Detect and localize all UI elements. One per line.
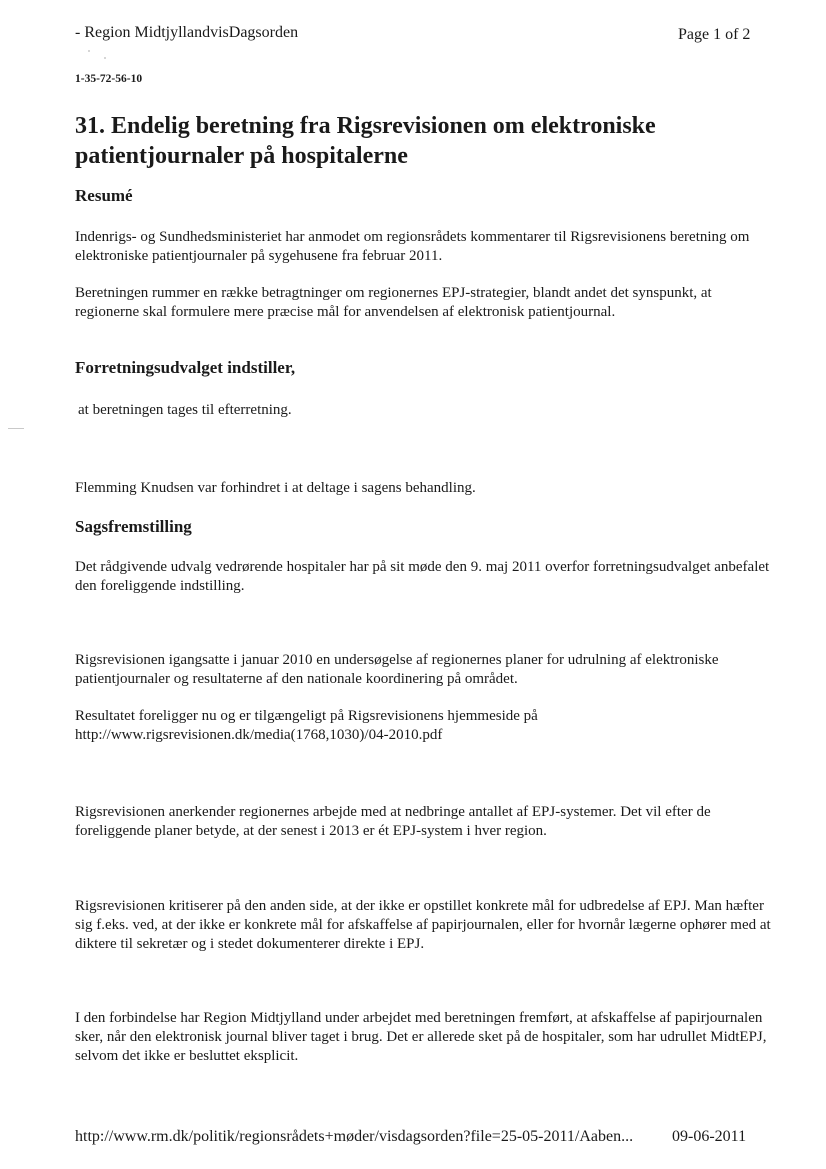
case-number: 1-35-72-56-10 [75,73,143,85]
case-paragraph-5: Rigsrevisionen kritiserer på den anden side, at der ikke er opstillet konkrete mål for udbredelse af EPJ. Man hæfter sig f.eks. ved, at der ikke er konkrete mål for afskaffelse af papirjournalen, eller for hvornår lægerne ophører med at diktere til sekretær og i stedet dokumenterer direkte i EPJ. [75,898,771,952]
absence-note: Flemming Knudsen var forhindret i at deltage i sagens behandling. [75,480,476,496]
resume-paragraph-2: Beretningen rummer en række betragtninger om regionernes EPJ-strategier, blandt andet det synspunkt, at regionerne skal formulere mere præcise mål for anvendelsen af elektronisk patientjournal. [75,285,712,320]
case-paragraph-6: I den forbindelse har Region Midtjylland under arbejdet med beretningen fremført, at afskaffelse af papirjournalen sker, når den elektronisk journal bliver taget i brug. Det er allerede sket på de hospitaler, som har udrullet MidtEPJ, selvom det ikke er besluttet eksplicit. [75,1010,767,1064]
case-paragraph-1: Det rådgivende udvalg vedrørende hospitaler har på sit møde den 9. maj 2011 overfor forretningsudvalget anbefalet den foreliggende indstilling. [75,559,770,594]
resume-heading: Resumé [75,186,133,205]
scan-speck [8,428,24,429]
recommendation-heading: Forretningsudvalget indstiller, [75,358,296,377]
footer-url: http://www.rm.dk/politik/regionsrådets+møder/visdagsorden?file=25-05-2011/Aaben... [75,1128,634,1145]
header-source: - Region MidtjyllandvisDagsorden [75,24,299,41]
resume-paragraph-1: Indenrigs- og Sundhedsministeriet har anmodet om regionsrådets kommentarer til Rigsrevisionens beretning om elektroniske patientjournaler på sygehusene fra februar 2011. [75,229,750,264]
recommendation-text: at beretningen tages til efterretning. [78,402,292,418]
page-indicator: Page 1 of 2 [678,26,751,43]
page-title: 31. Endelig beretning fra Rigsrevisionen om elektroniske patientjournaler på hospitalerne [75,113,656,169]
scan-speck [88,50,90,52]
footer-date: 09-06-2011 [672,1128,747,1145]
scan-speck [104,57,106,59]
case-paragraph-2: Rigsrevisionen igangsatte i januar 2010 en undersøgelse af regionernes planer for udrulning af elektroniske patientjournaler og resultaterne af den nationale koordinering på området. [75,652,719,687]
case-presentation-heading: Sagsfremstilling [75,517,192,536]
case-paragraph-3: Resultatet foreligger nu og er tilgængeligt på Rigsrevisionens hjemmeside på http://www.rigsrevisionen.dk/media(1768,1030)/04-2010.pdf [75,708,538,743]
case-paragraph-4: Rigsrevisionen anerkender regionernes arbejde med at nedbringe antallet af EPJ-systemer. Det vil efter de foreliggende planer betyde, at der senest i 2013 er ét EPJ-system i hver region. [75,804,711,839]
